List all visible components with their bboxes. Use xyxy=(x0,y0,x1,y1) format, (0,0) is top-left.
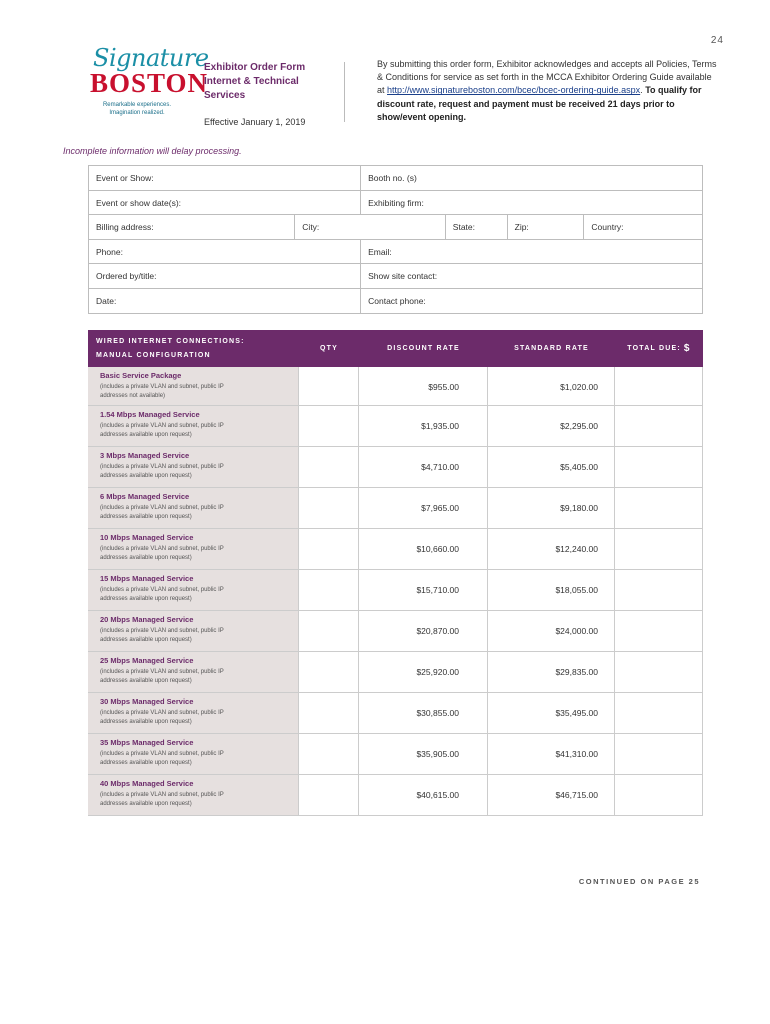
event-dates-field[interactable]: Event or show date(s): xyxy=(89,191,361,215)
service-name: 1.54 Mbps Managed Service xyxy=(100,410,200,419)
service-note: (includes a private VLAN and subnet, public IP addresses available upon request) xyxy=(100,505,224,520)
service-note: (includes a private VLAN and subnet, public IP addresses available upon request) xyxy=(100,546,224,561)
total-due-column-header xyxy=(615,330,703,367)
service-note: (includes a private VLAN and subnet, public IP addresses available upon request) xyxy=(100,669,224,684)
service-name: 6 Mbps Managed Service xyxy=(100,492,190,501)
qty-input-cell[interactable] xyxy=(299,447,359,487)
discount-rate-cell: $35,905.00 xyxy=(359,734,488,774)
discount-rate-cell: $30,855.00 xyxy=(359,693,488,733)
logo-tagline-line2: Imagination realized. xyxy=(109,110,165,116)
service-header-line2: MANUAL CONFIGURATION xyxy=(96,351,211,359)
country-field[interactable]: Country: xyxy=(591,222,624,232)
service-header-line1: WIRED INTERNET CONNECTIONS: xyxy=(96,337,245,345)
rate-row xyxy=(88,406,703,447)
rate-row xyxy=(88,652,703,693)
total-due-label: TOTAL DUE: xyxy=(627,345,681,352)
zip-field[interactable]: Zip: xyxy=(508,215,585,239)
logo-script: Signature xyxy=(93,44,209,72)
email-field[interactable]: Email: xyxy=(368,246,392,257)
terms-text: By submitting this order form, Exhibitor acknowledges and accepts all Policies, Terms & Conditions for service as set forth in the MCCA Exhibitor Ordering Guide available at xyxy=(377,59,717,96)
service-note: (includes a private VLAN and subnet, public IP addresses available upon request) xyxy=(100,587,224,602)
standard-rate-cell: $35,495.00 xyxy=(488,693,615,733)
service-name: 10 Mbps Managed Service xyxy=(100,533,194,542)
info-row xyxy=(89,215,702,240)
service-name: 3 Mbps Managed Service xyxy=(100,451,190,460)
service-cell xyxy=(88,406,299,446)
discount-rate-cell: $1,935.00 xyxy=(359,406,488,446)
qty-input-cell[interactable] xyxy=(299,693,359,733)
service-note: (includes a private VLAN and subnet, public IP addresses available upon request) xyxy=(100,464,224,479)
qty-input-cell[interactable] xyxy=(299,775,359,815)
form-title-line1: Exhibitor Order Form xyxy=(204,62,306,73)
service-cell xyxy=(88,734,299,774)
service-name: 25 Mbps Managed Service xyxy=(100,656,194,665)
service-note: (includes a private VLAN and subnet, public IP addresses available upon request) xyxy=(100,710,224,725)
incomplete-warning: Incomplete information will delay processing. xyxy=(63,146,242,156)
wired-internet-rates-table xyxy=(88,330,703,816)
qty-input-cell[interactable] xyxy=(299,367,359,405)
service-cell xyxy=(88,367,299,405)
qty-input-cell[interactable] xyxy=(299,652,359,692)
rate-row xyxy=(88,775,703,816)
total-due-input-cell[interactable] xyxy=(615,611,703,651)
rate-row xyxy=(88,488,703,529)
qty-input-cell[interactable] xyxy=(299,406,359,446)
standard-rate-column-header: STANDARD RATE xyxy=(514,345,589,352)
logo-wordmark: BOSTON xyxy=(90,68,209,98)
service-name: 35 Mbps Managed Service xyxy=(100,738,194,747)
standard-rate-cell: $18,055.00 xyxy=(488,570,615,610)
standard-rate-cell: $46,715.00 xyxy=(488,775,615,815)
phone-field[interactable]: Phone: xyxy=(89,240,361,264)
rates-header-row xyxy=(88,330,703,367)
rate-row xyxy=(88,367,703,406)
contact-phone-field[interactable]: Contact phone: xyxy=(368,295,426,306)
state-field[interactable]: State: xyxy=(446,215,508,239)
service-note: (includes a private VLAN and subnet, public IP addresses available upon request) xyxy=(100,423,224,438)
total-due-input-cell[interactable] xyxy=(615,406,703,446)
city-field[interactable]: City: xyxy=(295,215,446,239)
ordering-guide-link[interactable]: http://www.signatureboston.com/bcec/bcec-ordering-guide.aspx xyxy=(387,85,641,96)
service-cell xyxy=(88,570,299,610)
total-due-input-cell[interactable] xyxy=(615,775,703,815)
discount-rate-cell: $20,870.00 xyxy=(359,611,488,651)
standard-rate-cell: $2,295.00 xyxy=(488,406,615,446)
rate-rows xyxy=(88,367,703,816)
continued-note: CONTINUED ON PAGE 25 xyxy=(578,877,700,886)
discount-rate-cell: $40,615.00 xyxy=(359,775,488,815)
info-row xyxy=(89,264,702,289)
form-title xyxy=(204,61,334,103)
discount-deadline-note: To qualify for discount rate, request and payment must be received 21 days prior to show/event opening. xyxy=(377,85,702,122)
rate-row xyxy=(88,611,703,652)
service-name: Basic Service Package xyxy=(100,371,182,380)
service-note: (includes a private VLAN and subnet, public IP addresses available upon request) xyxy=(100,751,224,766)
total-due-input-cell[interactable] xyxy=(615,529,703,569)
qty-input-cell[interactable] xyxy=(299,529,359,569)
service-note: (includes a private VLAN and subnet, public IP addresses available upon request) xyxy=(100,792,224,807)
standard-rate-cell: $12,240.00 xyxy=(488,529,615,569)
date-field[interactable]: Date: xyxy=(89,289,361,314)
service-cell xyxy=(88,488,299,528)
effective-date: Effective January 1, 2019 xyxy=(204,117,306,127)
total-due-input-cell[interactable] xyxy=(615,570,703,610)
qty-input-cell[interactable] xyxy=(299,734,359,774)
info-row xyxy=(89,166,702,191)
service-name: 20 Mbps Managed Service xyxy=(100,615,194,624)
discount-rate-cell: $4,710.00 xyxy=(359,447,488,487)
discount-rate-column-header: DISCOUNT RATE xyxy=(387,345,460,352)
service-note: (includes a private VLAN and subnet, public IP addresses not available) xyxy=(100,384,224,399)
terms-paragraph xyxy=(377,58,717,124)
service-cell xyxy=(88,652,299,692)
info-row xyxy=(89,240,702,265)
signature-boston-logo xyxy=(87,44,209,119)
ordered-by-field[interactable]: Ordered by/title: xyxy=(89,264,361,288)
discount-rate-cell: $955.00 xyxy=(359,367,488,405)
dollar-symbol: $ xyxy=(683,343,691,354)
rate-row xyxy=(88,529,703,570)
rate-row xyxy=(88,570,703,611)
service-name: 15 Mbps Managed Service xyxy=(100,574,194,583)
rate-row xyxy=(88,734,703,775)
info-row xyxy=(89,289,702,314)
qty-input-cell[interactable] xyxy=(299,488,359,528)
discount-rate-cell: $15,710.00 xyxy=(359,570,488,610)
service-column-header xyxy=(88,330,299,367)
service-cell xyxy=(88,693,299,733)
terms-end: . xyxy=(640,85,643,96)
total-due-input-cell[interactable] xyxy=(615,693,703,733)
total-due-input-cell[interactable] xyxy=(615,488,703,528)
discount-rate-cell: $7,965.00 xyxy=(359,488,488,528)
standard-rate-cell: $9,180.00 xyxy=(488,488,615,528)
discount-rate-cell: $10,660.00 xyxy=(359,529,488,569)
exhibiting-firm-field[interactable]: Exhibiting firm: xyxy=(368,197,424,208)
standard-rate-cell: $1,020.00 xyxy=(488,367,615,405)
service-note: (includes a private VLAN and subnet, public IP addresses available upon request) xyxy=(100,628,224,643)
billing-address-field[interactable]: Billing address: xyxy=(89,215,295,239)
standard-rate-cell: $24,000.00 xyxy=(488,611,615,651)
site-contact-field[interactable]: Show site contact: xyxy=(368,271,438,281)
standard-rate-cell: $41,310.00 xyxy=(488,734,615,774)
service-cell xyxy=(88,447,299,487)
qty-column-header: QTY xyxy=(320,345,338,352)
info-row xyxy=(89,191,702,216)
total-due-input-cell[interactable] xyxy=(615,734,703,774)
form-title-line2: Internet & Technical xyxy=(204,76,299,87)
service-cell xyxy=(88,775,299,815)
booth-field[interactable]: Booth no. (s) xyxy=(368,173,417,183)
qty-input-cell[interactable] xyxy=(299,611,359,651)
standard-rate-cell: $5,405.00 xyxy=(488,447,615,487)
qty-input-cell[interactable] xyxy=(299,570,359,610)
rate-row xyxy=(88,447,703,488)
rate-row xyxy=(88,693,703,734)
page-number: 24 xyxy=(710,35,724,46)
header-divider xyxy=(344,62,345,122)
total-due-input-cell[interactable] xyxy=(615,447,703,487)
total-due-input-cell[interactable] xyxy=(615,652,703,692)
discount-rate-cell: $25,920.00 xyxy=(359,652,488,692)
service-cell xyxy=(88,529,299,569)
service-cell xyxy=(88,611,299,651)
total-due-input-cell[interactable] xyxy=(615,367,703,405)
logo-tagline-line1: Remarkable experiences. xyxy=(102,102,172,108)
standard-rate-cell: $29,835.00 xyxy=(488,652,615,692)
exhibitor-info-table xyxy=(88,165,703,314)
service-name: 30 Mbps Managed Service xyxy=(100,697,194,706)
event-field[interactable]: Event or Show: xyxy=(89,166,361,190)
logo-tagline xyxy=(99,101,175,117)
form-title-line3: Services xyxy=(204,90,246,101)
service-name: 40 Mbps Managed Service xyxy=(100,779,194,788)
